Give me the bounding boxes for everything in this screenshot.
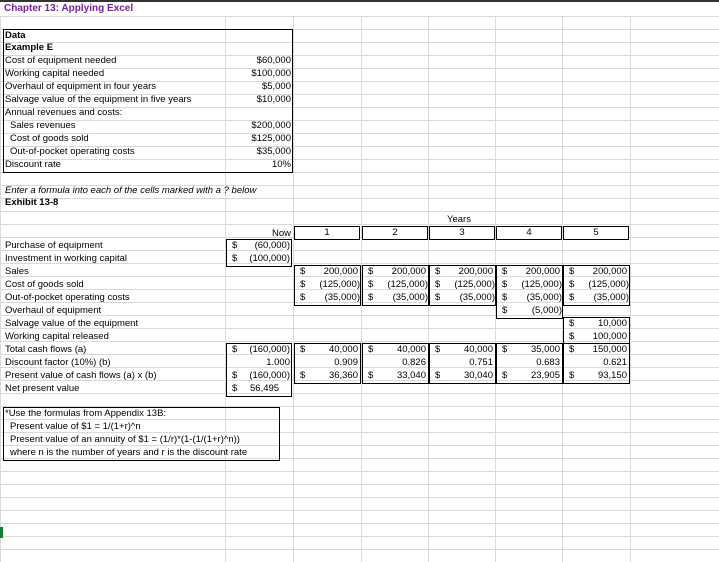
dollar-sign: $ <box>368 344 374 355</box>
row-label-pv: Present value of cash flows (a) x (b) <box>5 370 157 381</box>
dollar-sign: $ <box>569 292 575 303</box>
value-y4-cogs[interactable]: (125,000) <box>521 279 562 290</box>
data-heading: Data <box>5 30 26 41</box>
example-label: Example E <box>5 42 54 53</box>
value-y2-sales[interactable]: 200,000 <box>391 266 426 277</box>
dollar-sign: $ <box>232 240 238 251</box>
value-y1-cogs[interactable]: (125,000) <box>319 279 360 290</box>
data-label: Discount rate <box>5 159 61 170</box>
dollar-sign: $ <box>368 266 374 277</box>
dollar-sign: $ <box>435 370 441 381</box>
data-value[interactable]: 10% <box>271 159 291 170</box>
value-y4-discount[interactable]: 0.683 <box>536 357 560 368</box>
dollar-sign: $ <box>502 292 508 303</box>
dollar-sign: $ <box>368 279 374 290</box>
value-now-discount[interactable]: 1.000 <box>266 357 290 368</box>
value-y4-total[interactable]: 35,000 <box>530 344 560 355</box>
dollar-sign: $ <box>435 279 441 290</box>
row-label-sales: Sales <box>5 266 29 277</box>
dollar-sign: $ <box>232 253 238 264</box>
note-line: where n is the number of years and r is the discount rate <box>10 447 248 458</box>
dollar-sign: $ <box>502 305 508 316</box>
row-label-purchase: Purchase of equipment <box>5 240 103 251</box>
value-y4-sales[interactable]: 200,000 <box>525 266 560 277</box>
data-value[interactable]: $200,000 <box>251 120 291 131</box>
value-y3-discount[interactable]: 0.751 <box>469 357 493 368</box>
dollar-sign: $ <box>232 370 238 381</box>
value-y1-discount[interactable]: 0.909 <box>334 357 358 368</box>
column-header-year-2: 2 <box>362 226 428 240</box>
value-y5-salvage[interactable]: 10,000 <box>597 318 627 329</box>
dollar-sign: $ <box>232 344 238 355</box>
note-line: Present value of $1 = 1/(1+r)^n <box>10 421 141 432</box>
value-y5-discount[interactable]: 0.621 <box>603 357 627 368</box>
dollar-sign: $ <box>232 383 238 394</box>
dollar-sign: $ <box>300 279 306 290</box>
column-header-year-5: 5 <box>563 226 629 240</box>
value-y5-total[interactable]: 150,000 <box>592 344 627 355</box>
row-label-wc-released: Working capital released <box>5 331 109 342</box>
dollar-sign: $ <box>502 370 508 381</box>
dollar-sign: $ <box>502 279 508 290</box>
value-y2-pv[interactable]: 33,040 <box>396 370 426 381</box>
dollar-sign: $ <box>435 344 441 355</box>
dollar-sign: $ <box>300 266 306 277</box>
note-line: *Use the formulas from Appendix 13B: <box>5 408 167 419</box>
data-label: Overhaul of equipment in four years <box>5 81 157 92</box>
dollar-sign: $ <box>300 370 306 381</box>
column-header-year-1: 1 <box>294 226 360 240</box>
dollar-sign: $ <box>435 292 441 303</box>
value-y4-pv[interactable]: 23,905 <box>530 370 560 381</box>
row-label-working-capital: Investment in working capital <box>5 253 127 264</box>
column-header-year-4: 4 <box>496 226 562 240</box>
row-label-overhaul: Overhaul of equipment <box>5 305 102 316</box>
value-y2-discount[interactable]: 0.826 <box>402 357 426 368</box>
dollar-sign: $ <box>569 370 575 381</box>
column-header-year-3: 3 <box>429 226 495 240</box>
dollar-sign: $ <box>300 292 306 303</box>
dollar-sign: $ <box>569 331 575 342</box>
value-y1-sales[interactable]: 200,000 <box>323 266 358 277</box>
data-value[interactable]: $100,000 <box>251 68 291 79</box>
row-label-oop: Out-of-pocket operating costs <box>5 292 130 303</box>
dollar-sign: $ <box>368 370 374 381</box>
value-y2-total[interactable]: 40,000 <box>396 344 426 355</box>
value-y3-pv[interactable]: 30,040 <box>463 370 493 381</box>
value-y5-sales[interactable]: 200,000 <box>592 266 627 277</box>
row-label-discount: Discount factor (10%) (b) <box>5 357 111 368</box>
value-y2-oop[interactable]: (35,000) <box>392 292 428 303</box>
exhibit-label: Exhibit 13-8 <box>5 197 59 208</box>
value-y3-sales[interactable]: 200,000 <box>458 266 493 277</box>
instruction-text: Enter a formula into each of the cells marked with a ? below <box>5 185 257 196</box>
years-label: Years <box>447 214 471 225</box>
value-now-purchase[interactable]: (60,000) <box>254 240 290 251</box>
dollar-sign: $ <box>569 266 575 277</box>
note-line: Present value of an annuity of $1 = (1/r)*(1-(1/(1+r)^n)) <box>10 434 240 445</box>
row-label-salvage: Salvage value of the equipment <box>5 318 139 329</box>
value-y3-cogs[interactable]: (125,000) <box>454 279 495 290</box>
dollar-sign: $ <box>435 266 441 277</box>
value-y5-oop[interactable]: (35,000) <box>593 292 629 303</box>
row-label-cogs: Cost of goods sold <box>5 279 84 290</box>
value-y3-oop[interactable]: (35,000) <box>459 292 495 303</box>
dollar-sign: $ <box>569 279 575 290</box>
value-now-working-capital[interactable]: (100,000) <box>249 253 290 264</box>
value-now-pv[interactable]: (160,000) <box>249 370 290 381</box>
data-label: Salvage value of the equipment in five years <box>5 94 192 105</box>
dollar-sign: $ <box>502 266 508 277</box>
row-label-total: Total cash flows (a) <box>5 344 87 355</box>
dollar-sign: $ <box>300 344 306 355</box>
value-y1-pv[interactable]: 36,360 <box>328 370 358 381</box>
value-now-npv[interactable]: 56,495 <box>250 383 280 394</box>
value-now-total[interactable]: (160,000) <box>249 344 290 355</box>
data-label: Cost of equipment needed <box>5 55 117 66</box>
dollar-sign: $ <box>569 344 575 355</box>
value-y4-overhaul[interactable]: (5,000) <box>531 305 562 316</box>
data-label: Out-of-pocket operating costs <box>10 146 135 157</box>
column-header-now: Now <box>271 228 291 239</box>
data-label: Working capital needed <box>5 68 105 79</box>
value-y4-oop[interactable]: (35,000) <box>526 292 562 303</box>
data-value[interactable]: $60,000 <box>256 55 291 66</box>
data-value[interactable]: $5,000 <box>261 81 291 92</box>
dollar-sign: $ <box>569 318 575 329</box>
data-label: Cost of goods sold <box>10 133 89 144</box>
data-label: Sales revenues <box>10 120 76 131</box>
row-label-npv: Net present value <box>5 383 80 394</box>
page-title: Chapter 13: Applying Excel <box>4 3 134 14</box>
data-value[interactable]: $125,000 <box>251 133 291 144</box>
value-y1-oop[interactable]: (35,000) <box>324 292 360 303</box>
selection-marker <box>0 527 3 538</box>
data-label: Annual revenues and costs: <box>5 107 123 118</box>
value-y3-total[interactable]: 40,000 <box>463 344 493 355</box>
value-y1-total[interactable]: 40,000 <box>328 344 358 355</box>
value-y2-cogs[interactable]: (125,000) <box>387 279 428 290</box>
value-y5-wc-released[interactable]: 100,000 <box>592 331 627 342</box>
dollar-sign: $ <box>368 292 374 303</box>
dollar-sign: $ <box>502 344 508 355</box>
value-y5-pv[interactable]: 93,150 <box>597 370 627 381</box>
value-y5-cogs[interactable]: (125,000) <box>588 279 629 290</box>
data-value[interactable]: $35,000 <box>256 146 291 157</box>
data-value[interactable]: $10,000 <box>256 94 291 105</box>
